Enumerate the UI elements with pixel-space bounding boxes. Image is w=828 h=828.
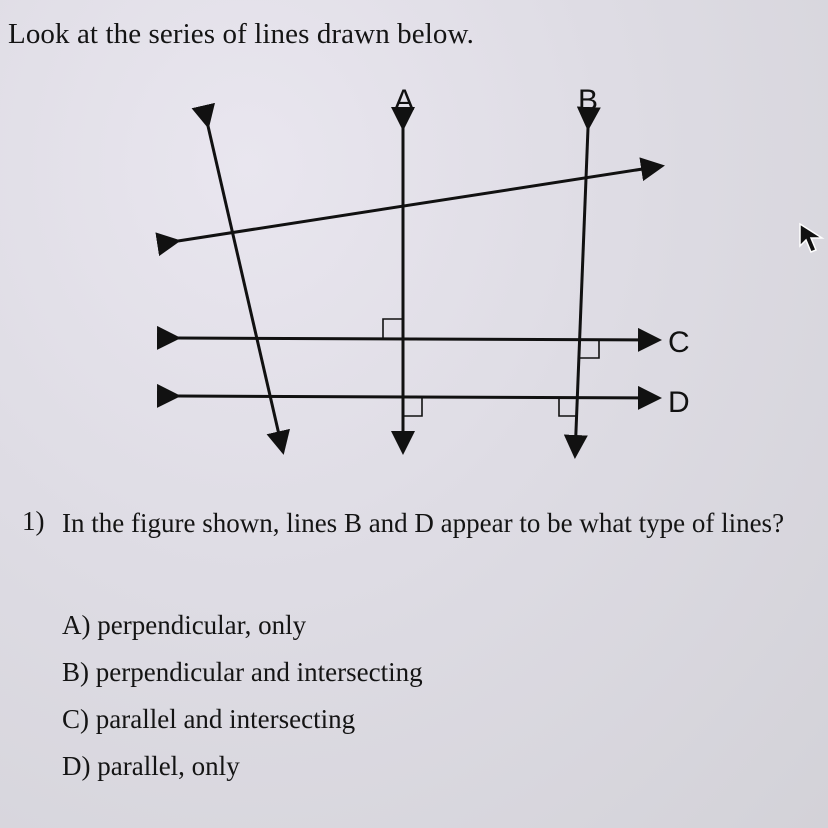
question-number: 1): [22, 506, 45, 536]
right-angle-mark: [580, 340, 599, 358]
choice-a[interactable]: A) perpendicular, only: [62, 610, 307, 640]
label-a: A: [394, 84, 415, 117]
instruction-text: Look at the series of lines drawn below.: [8, 18, 474, 50]
line-d: [178, 396, 659, 398]
question-text: In the figure shown, lines B and D appear to be what type of lines?: [62, 508, 785, 538]
slanted-line: [208, 126, 283, 452]
mouse-cursor-icon: [796, 222, 826, 254]
choice-c[interactable]: C) parallel and intersecting: [62, 704, 356, 734]
right-angle-mark: [383, 319, 403, 338]
answer-choices: [62, 608, 423, 796]
choice-b[interactable]: B) perpendicular and intersecting: [62, 657, 423, 687]
right-angle-mark: [403, 398, 422, 416]
label-c: C: [668, 326, 690, 359]
label-b: B: [578, 84, 599, 117]
choice-d[interactable]: D) parallel, only: [62, 751, 240, 781]
right-angle-mark: [559, 398, 578, 416]
label-d: D: [668, 386, 690, 419]
slanted-transversal: [178, 166, 662, 241]
